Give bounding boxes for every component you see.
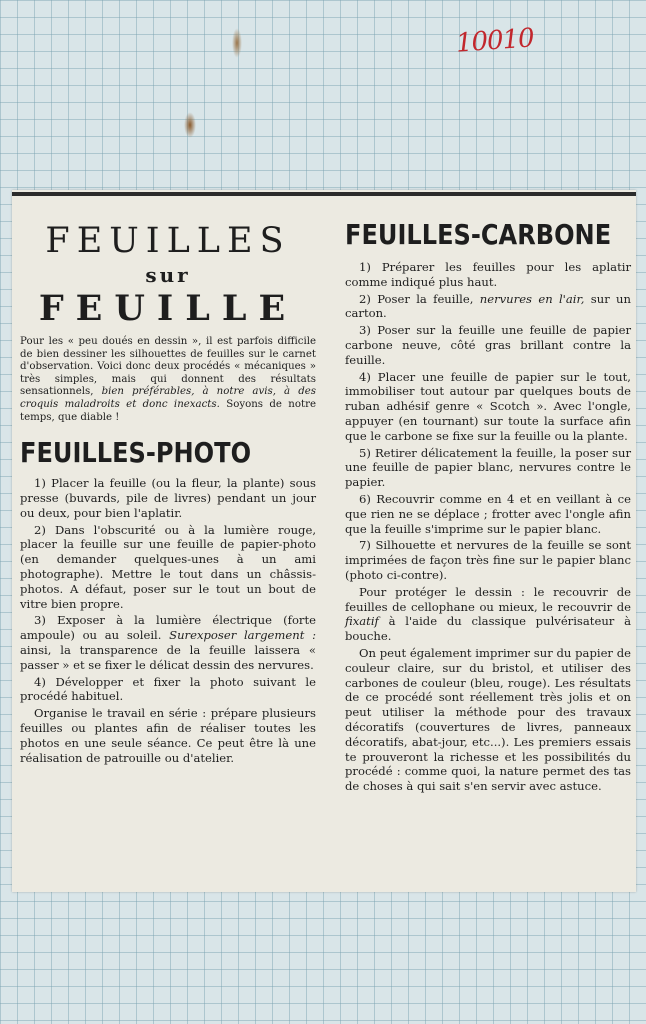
stain-mark xyxy=(184,112,196,138)
intro-paragraph: Pour les « peu doués en dessin », il est parfois difficile de bien dessiner les silhouettes de feuilles sur le carnet d'observation. Voici donc deux procédés « mécaniques » très simples, mais qui donnent des résultats sensationnels, bien préférables, à notre avis, à des croquis maladroits et donc inexacts. Soyons de notre temps, que diable ! xyxy=(20,336,316,423)
carbone-steps xyxy=(345,260,631,794)
title-feuilles: FEUILLES xyxy=(45,221,291,261)
right-column xyxy=(345,218,631,796)
newspaper-clipping xyxy=(12,190,636,892)
photo-step: 1) Placer la feuille (ou la fleur, la plante) sous presse (buvards, pile de livres) pendant un jour ou deux, pour bien l'aplatir. xyxy=(20,476,316,520)
handwritten-reference-number: 10010 xyxy=(455,23,535,59)
photo-advice: Organise le travail en série : prépare plusieurs feuilles ou plantes afin de réaliser toutes les photos en une seule séance. Ce peut être là une réalisation de patrouille ou d'atelier. xyxy=(20,706,316,765)
carbone-variants: On peut également imprimer sur du papier de couleur claire, sur du bristol, et utiliser des carbones de couleur (bleu, rouge). Les résultats de ce procédé sont réellement très jolis et on peut utiliser la méthode pour des travaux décoratifs (couvertures de livres, panneaux décoratifs, abat-jour, etc...). Les premiers essais te prouveront la richesse et les possibilités du procédé : comme quoi, la nature permet des tas de choses à qui sait s'en servir avec astuce. xyxy=(345,645,631,794)
title-feuille: FEUILLE xyxy=(38,288,298,329)
stain-mark xyxy=(232,28,242,58)
carbone-step: 4) Placer une feuille de papier sur le tout, immobiliser tout autour par quelques bouts de ruban adhésif genre « Scotch ». Avec l'ongle, appuyer (en tournant) sur toute la surface afin que le carbone se fixe sur la feuille ou la plante. xyxy=(345,369,631,443)
section-title-feuilles-carbone: FEUILLES-CARBONE xyxy=(345,218,612,251)
photo-step: 3) Exposer à la lumière électrique (forte ampoule) ou au soleil. Surexposer largement : ainsi, la transparence de la feuille laissera « passer » et se fixer le délicat dessin des nervures. xyxy=(20,613,316,672)
carbone-step: 6) Recouvrir comme en 4 et en veillant à ce que rien ne se déplace ; frotter avec l'ongle afin que la feuille s'imprime sur le papier blanc. xyxy=(345,491,631,536)
top-rule xyxy=(12,192,636,196)
carbone-step: 3) Poser sur la feuille une feuille de papier carbone neuve, côté gras brillant contre la feuille. xyxy=(345,323,631,367)
title-sur: sur xyxy=(145,263,191,287)
carbone-step: 2) Poser la feuille, nervures en l'air, sur un carton. xyxy=(345,291,631,321)
left-column xyxy=(20,220,316,767)
carbone-protection: Pour protéger le dessin : le recouvrir de feuilles de cellophane ou mieux, le recouvrir de fixatif à l'aide du classique pulvérisateur à bouche. xyxy=(345,584,631,644)
section-title-feuilles-photo: FEUILLES-PHOTO xyxy=(20,436,252,470)
carbone-step: 7) Silhouette et nervures de la feuille se sont imprimées de façon très fine sur le papier blanc (photo ci-contre). xyxy=(345,538,631,582)
photo-step: 4) Développer et fixer la photo suivant le procédé habituel. xyxy=(20,674,316,704)
carbone-step: 5) Retirer délicatement la feuille, la poser sur une feuille de papier blanc, nervures contre le papier. xyxy=(345,445,631,490)
photo-step: 2) Dans l'obscurité ou à la lumière rouge, placer la feuille sur une feuille de papier-photo (en demander quelques-unes à un ami photographe). Mettre le tout dans un châssis-photos. A défaut, poser sur le tout un bout de vitre bien propre. xyxy=(20,522,316,611)
photo-steps xyxy=(20,476,316,765)
carbone-step: 1) Préparer les feuilles pour les aplatir comme indiqué plus haut. xyxy=(345,260,631,289)
